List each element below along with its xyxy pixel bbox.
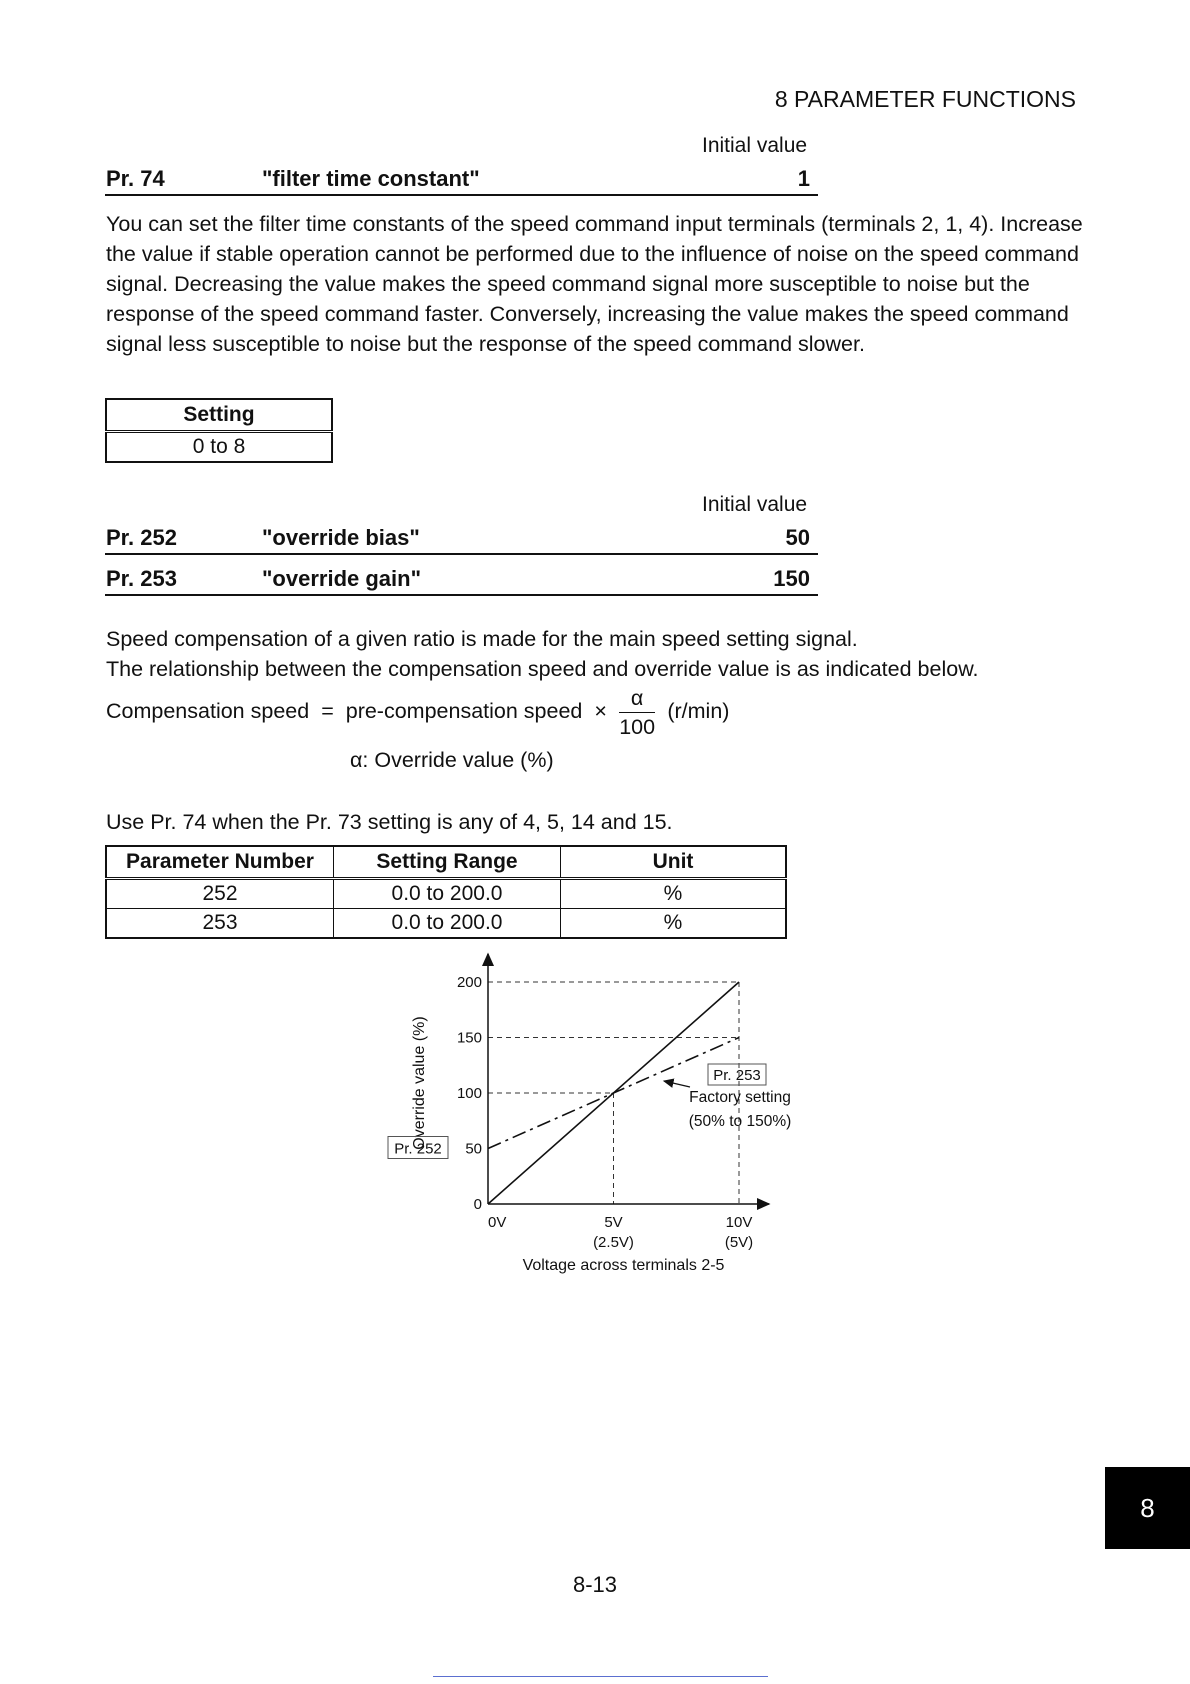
- table-cell: 253: [106, 909, 334, 939]
- section-header: 8 PARAMETER FUNCTIONS: [774, 86, 1076, 112]
- y-tick-label: 50: [465, 1140, 482, 1158]
- factory-setting-label: Factory setting: [689, 1089, 791, 1106]
- gain-label: Pr. 253: [713, 1067, 761, 1084]
- initial-value-label: Initial value: [702, 493, 808, 516]
- table-cell: %: [561, 879, 787, 909]
- bias-label: Pr. 252: [394, 1140, 442, 1158]
- param-name: "override gain": [262, 566, 422, 591]
- x-tick-label: 10V: [725, 1214, 753, 1231]
- x-axis-label: Voltage across terminals 2-5: [522, 1257, 725, 1274]
- formula-equals: =: [321, 699, 334, 724]
- chapter-tab: 8: [1105, 1467, 1190, 1549]
- formula-numerator: α: [619, 686, 655, 713]
- table-header: Unit: [561, 846, 787, 879]
- formula-rhs: pre-compensation speed: [345, 699, 583, 724]
- page-number: 8-13: [572, 1572, 618, 1597]
- formula-lhs: Compensation speed: [106, 699, 310, 724]
- table-header: Parameter Number: [106, 846, 334, 879]
- table-header: Setting Range: [334, 846, 561, 879]
- param-number: Pr. 74: [106, 166, 165, 191]
- gain-pointer: [664, 1081, 690, 1087]
- y-axis-label: Override value (%): [411, 1016, 428, 1150]
- compensation-line-1: Speed compensation of a given ratio is made for the main speed setting signal.: [106, 627, 858, 651]
- table-cell: 252: [106, 879, 334, 909]
- formula-times: ×: [594, 699, 607, 724]
- table-cell: 0.0 to 200.0: [334, 879, 561, 909]
- param-name: "filter time constant": [262, 166, 480, 191]
- setting-value: 0 to 8: [106, 432, 332, 463]
- param-number: Pr. 253: [106, 566, 177, 591]
- formula-note: α: Override value (%): [350, 748, 554, 772]
- factory-setting-range: (50% to 150%): [688, 1113, 792, 1130]
- table-cell: %: [561, 909, 787, 939]
- param-number: Pr. 252: [106, 525, 177, 550]
- param-name: "override bias": [262, 525, 420, 550]
- param-initial-value: 50: [785, 525, 810, 550]
- param-initial-value: 1: [797, 166, 810, 191]
- table-cell: 0.0 to 200.0: [334, 909, 561, 939]
- x-tick-label: 0V: [488, 1214, 507, 1231]
- x-tick-sublabel: (5V): [724, 1234, 754, 1251]
- y-tick-label: 200: [456, 974, 482, 991]
- formula-unit: (r/min): [667, 699, 730, 724]
- initial-value-label: Initial value: [702, 134, 808, 157]
- formula-denominator: 100: [619, 715, 656, 739]
- param-initial-value: 150: [773, 566, 810, 591]
- pr74-description: You can set the filter time constants of the speed command input terminals (terminals 2, 1, 4). Increase the value if stable operation cannot be performed due to the influence of noise on the speed command signal. Decreasing the value makes the speed command signal more susceptible to noise but the response of the speed command faster. Conversely, increasing the value makes the speed command signal less susceptible to noise but the response of the speed command slower.: [106, 212, 1083, 356]
- x-tick-sublabel: (2.5V): [593, 1234, 634, 1251]
- usage-note: Use Pr. 74 when the Pr. 73 setting is any of 4, 5, 14 and 15.: [106, 810, 673, 834]
- y-tick-label: 150: [456, 1029, 482, 1047]
- footer-rule: [433, 1676, 768, 1677]
- compensation-line-2: The relationship between the compensation speed and override value is as indicated below.: [106, 657, 979, 681]
- x-tick-label: 5V: [604, 1214, 623, 1231]
- y-tick-label: 100: [456, 1085, 482, 1102]
- y-tick-label: 0: [473, 1196, 482, 1213]
- setting-header: Setting: [106, 399, 332, 432]
